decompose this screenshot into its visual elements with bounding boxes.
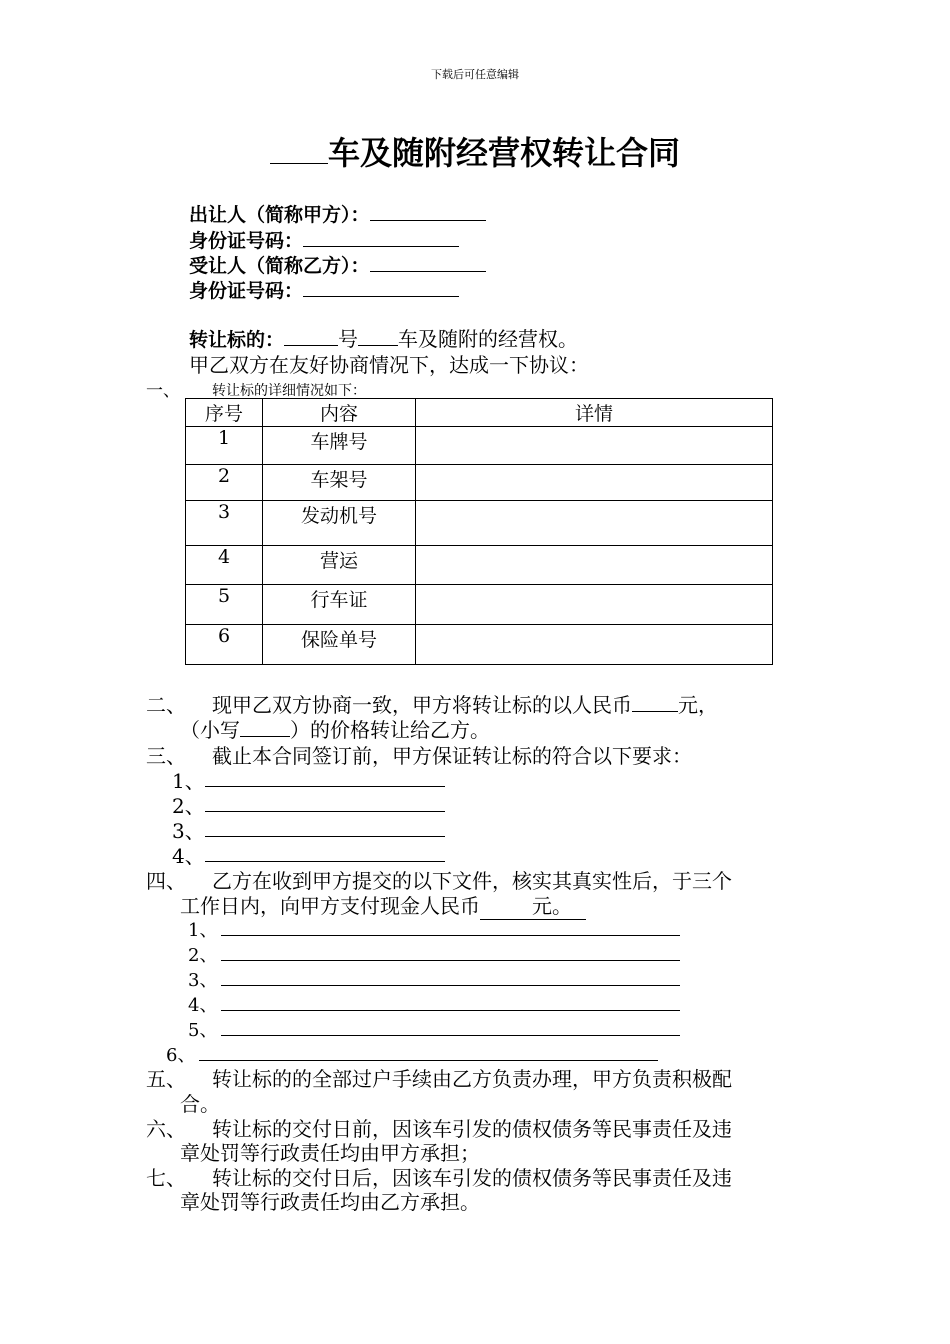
clause4-line-6 bbox=[199, 1060, 658, 1061]
subject-number-suffix: 号 bbox=[338, 327, 359, 351]
clause5-num: 五、 bbox=[146, 1067, 186, 1091]
clause6-num: 六、 bbox=[146, 1117, 186, 1141]
intro-text: 甲乙双方在友好协商情况下，达成一下协议： bbox=[189, 353, 589, 377]
table-cell-no: 4 bbox=[186, 546, 263, 585]
clause2-text-b: 元， bbox=[678, 693, 718, 717]
header-note: 下载后可任意编辑 bbox=[431, 68, 519, 81]
subject-line bbox=[189, 323, 578, 352]
clause3-item-2: 2、 bbox=[172, 794, 205, 818]
table-row bbox=[186, 501, 773, 546]
table-cell-no: 1 bbox=[186, 427, 263, 465]
table-cell-item: 车架号 bbox=[263, 465, 416, 501]
clause7-line2: 章处罚等行政责任均由乙方承担。 bbox=[180, 1190, 480, 1214]
table-cell-detail[interactable] bbox=[416, 501, 773, 546]
clause3-line-1 bbox=[205, 786, 445, 787]
seller-label: 出让人（简称甲方）： bbox=[189, 204, 370, 226]
clause4-line-4 bbox=[221, 1010, 680, 1011]
clause3-line-4 bbox=[205, 861, 445, 862]
clause2-amount-blank bbox=[632, 691, 678, 712]
clause4-line2 bbox=[180, 890, 586, 920]
buyer-label: 受让人（简称乙方）： bbox=[189, 255, 370, 277]
title-blank bbox=[270, 131, 328, 164]
buyer-id-line bbox=[189, 276, 459, 303]
clause6-line2: 章处罚等行政责任均由甲方承担； bbox=[180, 1141, 480, 1165]
table-cell-no: 5 bbox=[186, 585, 263, 625]
subject-text: 车及随附的经营权。 bbox=[398, 327, 579, 351]
clause6-line1: 转让标的交付日前，因该车引发的债权债务等民事责任及违 bbox=[212, 1117, 732, 1141]
clause4-line1: 乙方在收到甲方提交的以下文件，核实其真实性后，于三个 bbox=[212, 869, 732, 893]
clause4-line-3 bbox=[221, 985, 680, 986]
clause4-amount-blank bbox=[480, 890, 586, 920]
clause1-num: 一、 bbox=[146, 381, 180, 401]
table-row bbox=[186, 427, 773, 465]
buyer-blank bbox=[370, 252, 486, 272]
clause4-line-5 bbox=[221, 1035, 680, 1036]
table-cell-detail[interactable] bbox=[416, 427, 773, 465]
clause5-line2: 合。 bbox=[180, 1092, 220, 1116]
table-cell-item: 保险单号 bbox=[263, 625, 416, 665]
seller-id-blank bbox=[303, 227, 459, 247]
table-header-no: 序号 bbox=[186, 399, 263, 427]
table-cell-detail[interactable] bbox=[416, 546, 773, 585]
clause1-text: 转让标的详细情况如下： bbox=[212, 383, 366, 399]
clause2-lowercase-blank bbox=[240, 716, 290, 737]
clause4-item-3: 3、 bbox=[188, 970, 218, 991]
clause3-line-2 bbox=[205, 811, 445, 812]
clause2-text-c: （小写 bbox=[180, 718, 240, 742]
table-cell-item: 发动机号 bbox=[263, 501, 416, 546]
clause4-item-2: 2、 bbox=[188, 945, 218, 966]
clause3-num: 三、 bbox=[146, 744, 186, 768]
buyer-id-blank bbox=[303, 277, 459, 297]
clause5-line1: 转让标的的全部过户手续由乙方负责办理，甲方负责积极配 bbox=[212, 1067, 732, 1091]
clause7-num: 七、 bbox=[146, 1166, 186, 1190]
table-row bbox=[186, 546, 773, 585]
seller-blank bbox=[370, 201, 486, 221]
clause2-num: 二、 bbox=[146, 693, 186, 717]
table-cell-detail[interactable] bbox=[416, 465, 773, 501]
subject-label: 转让标的： bbox=[189, 329, 285, 351]
table-header-row bbox=[186, 399, 773, 427]
table-cell-no: 2 bbox=[186, 465, 263, 501]
clause7-line1: 转让标的交付日后，因该车引发的债权债务等民事责任及违 bbox=[212, 1166, 732, 1190]
clause4-item-1: 1、 bbox=[188, 920, 218, 941]
clause4-item-5: 5、 bbox=[188, 1020, 218, 1041]
clause2-text-d: ）的价格转让给乙方。 bbox=[290, 718, 490, 742]
table-cell-item: 行车证 bbox=[263, 585, 416, 625]
clause3-text: 截止本合同签订前，甲方保证转让标的符合以下要求： bbox=[212, 744, 692, 768]
clause3-item-3: 3、 bbox=[172, 819, 205, 843]
clause3-item-4: 4、 bbox=[172, 844, 205, 868]
table-row bbox=[186, 465, 773, 501]
seller-id-label: 身份证号码： bbox=[189, 230, 304, 252]
clause4-text-c: 元。 bbox=[532, 894, 572, 918]
subject-blank-2 bbox=[358, 325, 398, 346]
clause3-item-1: 1、 bbox=[172, 769, 205, 793]
detail-table bbox=[185, 398, 773, 665]
clause3-line-3 bbox=[205, 836, 445, 837]
subject-blank-1 bbox=[284, 325, 338, 346]
clause4-item-6: 6、 bbox=[166, 1045, 196, 1066]
table-header-item: 内容 bbox=[263, 399, 416, 427]
buyer-id-label: 身份证号码： bbox=[189, 280, 304, 302]
clause4-text-b: 工作日内，向甲方支付现金人民币 bbox=[180, 894, 480, 918]
title-text: 车及随附经营权转让合同 bbox=[327, 134, 680, 172]
table-cell-detail[interactable] bbox=[416, 585, 773, 625]
seller-line bbox=[189, 200, 486, 227]
clause4-item-4: 4、 bbox=[188, 995, 218, 1016]
table-row bbox=[186, 585, 773, 625]
table-cell-item: 营运 bbox=[263, 546, 416, 585]
table-cell-no: 3 bbox=[186, 501, 263, 546]
table-header-detail: 详情 bbox=[416, 399, 773, 427]
table-row bbox=[186, 625, 773, 665]
clause4-num: 四、 bbox=[146, 869, 186, 893]
document-title bbox=[0, 128, 950, 174]
clause2-text-a: 现甲乙双方协商一致，甲方将转让标的以人民币 bbox=[212, 693, 632, 717]
table-cell-item: 车牌号 bbox=[263, 427, 416, 465]
clause4-line-2 bbox=[221, 960, 680, 961]
table-cell-detail[interactable] bbox=[416, 625, 773, 665]
table-cell-no: 6 bbox=[186, 625, 263, 665]
clause4-line-1 bbox=[221, 935, 680, 936]
clause2-line2 bbox=[180, 714, 490, 743]
seller-id-line bbox=[189, 226, 459, 253]
buyer-line bbox=[189, 251, 486, 278]
